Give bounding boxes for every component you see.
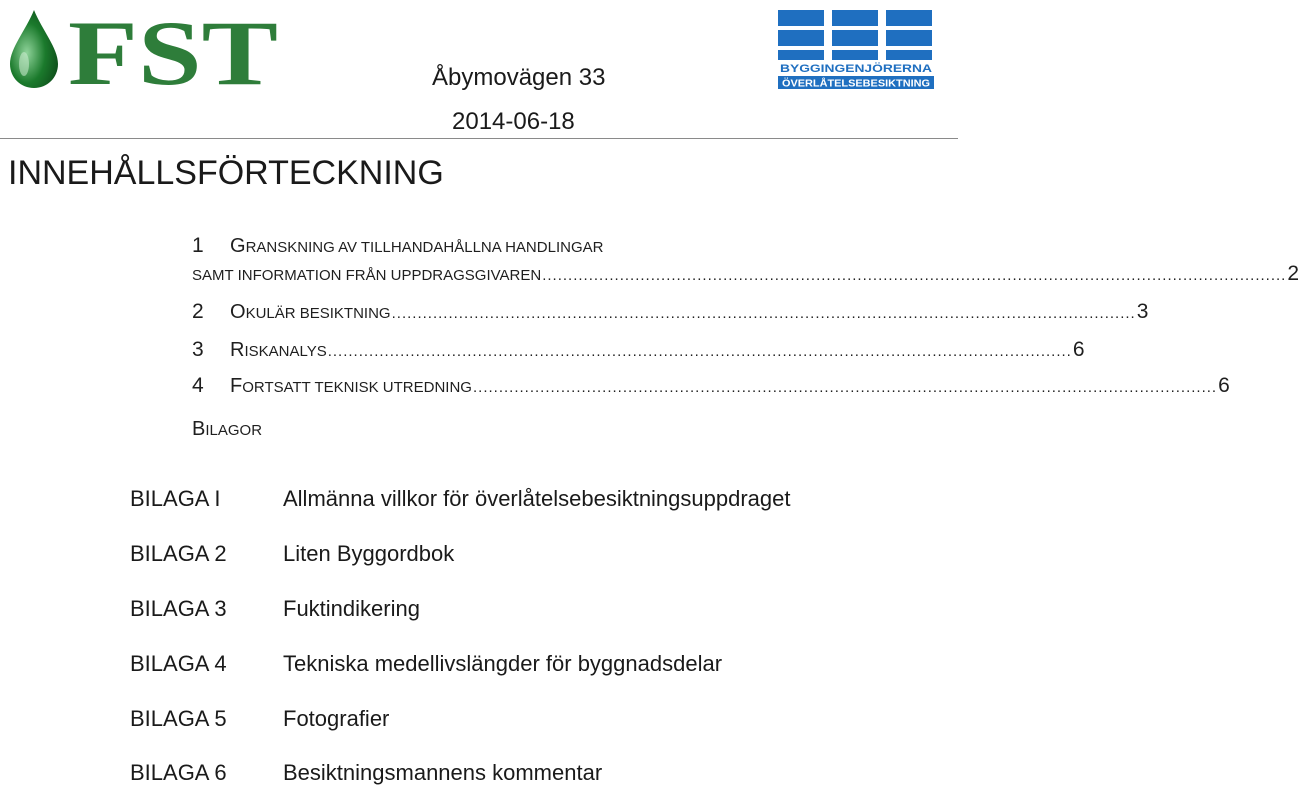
appendices-heading: BILAGOR (192, 418, 263, 440)
appendix-label: BILAGA I (130, 486, 221, 511)
appendix-label: BILAGA 5 (130, 706, 227, 731)
toc-entry-3[interactable] (192, 338, 1085, 362)
toc-page-number: 3 (1136, 300, 1149, 323)
toc-page-number: 2 (1287, 262, 1299, 285)
toc-entry-title: RISKANALYS (230, 339, 327, 361)
appendix-row (130, 651, 722, 677)
toc-entry-number: 3 (192, 338, 204, 361)
appendix-label: BILAGA 2 (130, 541, 227, 566)
appendix-label: BILAGA 3 (130, 596, 227, 621)
appendix-label: BILAGA 6 (130, 760, 227, 785)
toc-entry-title: GRANSKNING AV TILLHANDAHÅLLNA HANDLINGAR (230, 235, 604, 257)
appendix-row (130, 486, 791, 512)
appendix-title: Allmänna villkor för överlåtelsebesiktningsuppdraget (283, 486, 791, 511)
toc-leader-dots: ................................................................................................................................................ (542, 267, 1287, 284)
address: Åbymovägen 33 (432, 64, 606, 91)
appendix-title: Liten Byggordbok (283, 541, 455, 566)
sbr-blocks (778, 10, 932, 60)
toc-page-number: 6 (1072, 338, 1085, 361)
sbr-line2: ÖVERLÅTELSEBESIKTNING (782, 78, 918, 90)
appendix-label: BILAGA 4 (130, 651, 227, 676)
sbr-line1: BYGGINGENJÖRERNA (780, 63, 902, 75)
toc-entry-2[interactable] (192, 300, 1149, 324)
toc-leader-dots: ................................................................................................................................................ (391, 305, 1136, 322)
fst-logo (4, 2, 284, 104)
appendix-title: Fotografier (283, 706, 390, 731)
fst-logo-text: FST (68, 2, 278, 104)
toc-entry-title-continued: SAMT INFORMATION FRÅN UPPDRAGSGIVAREN (192, 267, 542, 284)
page-title: INNEHÅLLSFÖRTECKNING (8, 154, 444, 192)
toc-entry-title: FORTSATT TEKNISK UTREDNING (230, 375, 472, 397)
appendix-title: Fuktindikering (283, 596, 420, 621)
document-date: 2014-06-18 (452, 108, 575, 135)
toc-entry-number: 4 (192, 374, 204, 397)
appendix-title: Tekniska medellivslängder för byggnadsdelar (283, 651, 723, 676)
toc-leader-dots: ................................................................................................................................................ (472, 379, 1218, 396)
toc-entry-number: 1 (192, 234, 204, 257)
water-drop-icon (10, 10, 58, 88)
toc-leader-dots: ................................................................................................................................................ (327, 343, 1072, 360)
header-divider (0, 138, 958, 139)
toc-page-number: 6 (1218, 374, 1230, 397)
sbr-logo (778, 8, 934, 90)
toc-entry-number: 2 (192, 300, 204, 323)
appendix-row (130, 706, 389, 732)
appendix-title: Besiktningsmannens kommentar (283, 760, 603, 785)
appendix-row (130, 760, 602, 786)
appendix-row (130, 596, 420, 622)
toc-entry-1[interactable] (192, 234, 954, 258)
toc-entry-4[interactable] (192, 374, 1230, 398)
toc-entry-title: OKULÄR BESIKTNING (230, 301, 391, 323)
appendix-row (130, 541, 454, 567)
toc-entry-1-continued[interactable] (192, 262, 1299, 286)
